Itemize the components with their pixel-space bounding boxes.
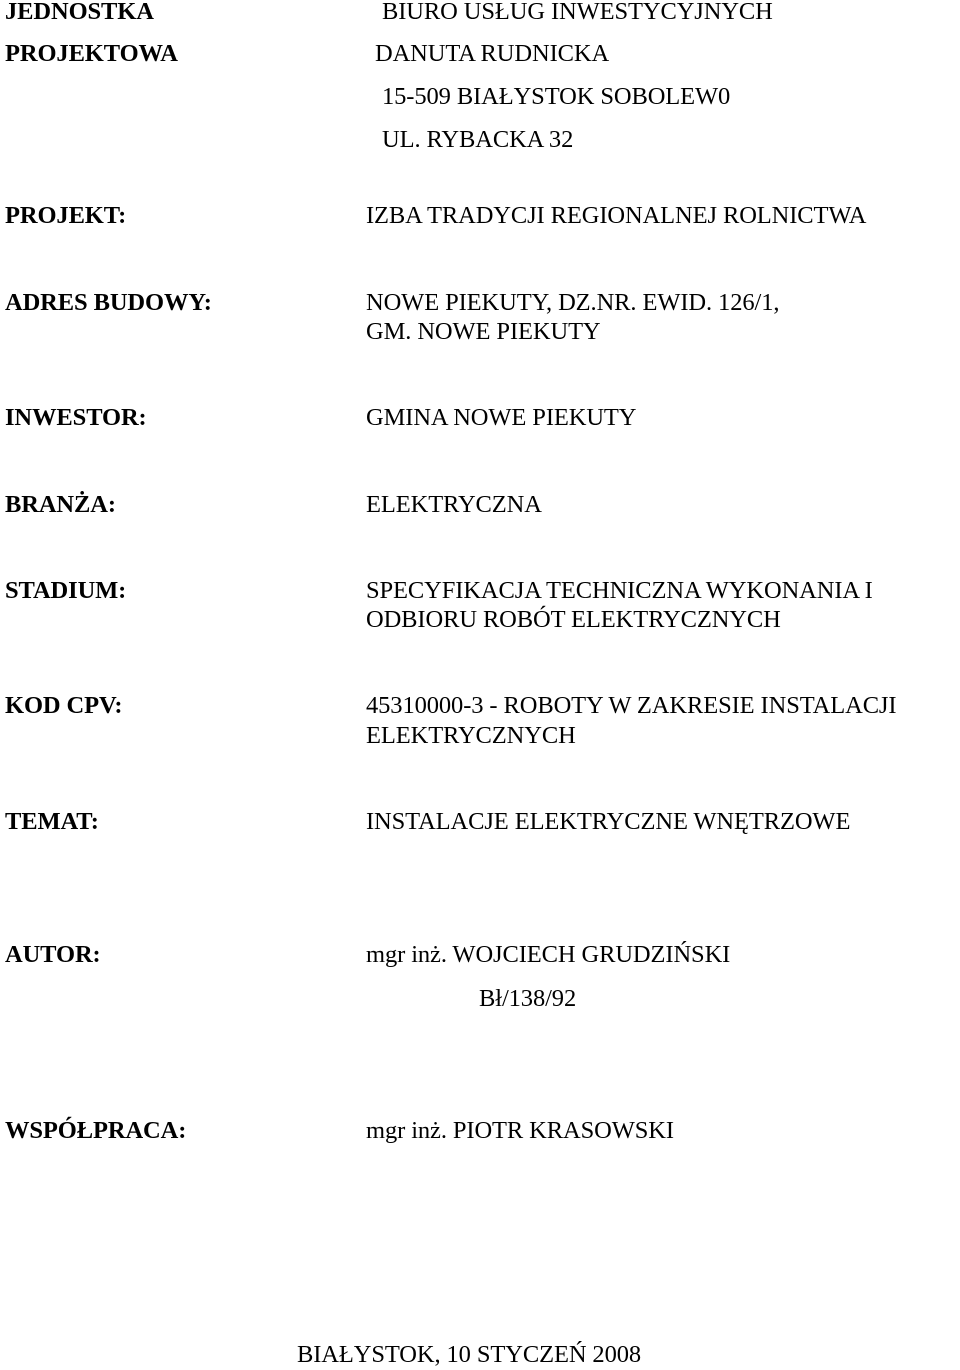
unit-city: 15-509 BIAŁYSTOK SOBOLEW0: [382, 83, 731, 110]
cooperation-label: WSPÓŁPRACA:: [5, 1117, 187, 1144]
unit-owner: DANUTA RUDNICKA: [375, 40, 610, 67]
author-name: mgr inż. WOJCIECH GRUDZIŃSKI: [366, 941, 731, 968]
unit-label-line1: JEDNOSTKA: [5, 0, 154, 25]
stage-line1: SPECYFIKACJA TECHNICZNA WYKONANIA I: [366, 577, 873, 604]
address-label: ADRES BUDOWY:: [5, 289, 212, 316]
project-label: PROJEKT:: [5, 202, 127, 229]
project-value: IZBA TRADYCJI REGIONALNEJ ROLNICTWA: [366, 202, 867, 229]
investor-label: INWESTOR:: [5, 404, 147, 431]
author-license: Bł/138/92: [479, 985, 577, 1012]
author-label: AUTOR:: [5, 941, 101, 968]
footer-place-date: BIAŁYSTOK, 10 STYCZEŃ 2008: [297, 1341, 642, 1368]
subject-value: INSTALACJE ELEKTRYCZNE WNĘTRZOWE: [366, 808, 851, 835]
stage-line2: ODBIORU ROBÓT ELEKTRYCZNYCH: [366, 606, 781, 633]
unit-street: UL. RYBACKA 32: [382, 126, 574, 153]
branch-value: ELEKTRYCZNA: [366, 491, 542, 518]
cpv-line1: 45310000-3 - ROBOTY W ZAKRESIE INSTALACJI: [366, 692, 897, 719]
cpv-line2: ELEKTRYCZNYCH: [366, 722, 576, 749]
address-line1: NOWE PIEKUTY, DZ.NR. EWID. 126/1,: [366, 289, 780, 316]
branch-label: BRANŻA:: [5, 491, 116, 518]
unit-name: BIURO USŁUG INWESTYCYJNYCH: [382, 0, 773, 25]
stage-label: STADIUM:: [5, 577, 127, 604]
unit-label-line2: PROJEKTOWA: [5, 40, 178, 67]
investor-value: GMINA NOWE PIEKUTY: [366, 404, 637, 431]
subject-label: TEMAT:: [5, 808, 99, 835]
cpv-label: KOD CPV:: [5, 692, 123, 719]
cooperation-name: mgr inż. PIOTR KRASOWSKI: [366, 1117, 674, 1144]
address-line2: GM. NOWE PIEKUTY: [366, 318, 601, 345]
